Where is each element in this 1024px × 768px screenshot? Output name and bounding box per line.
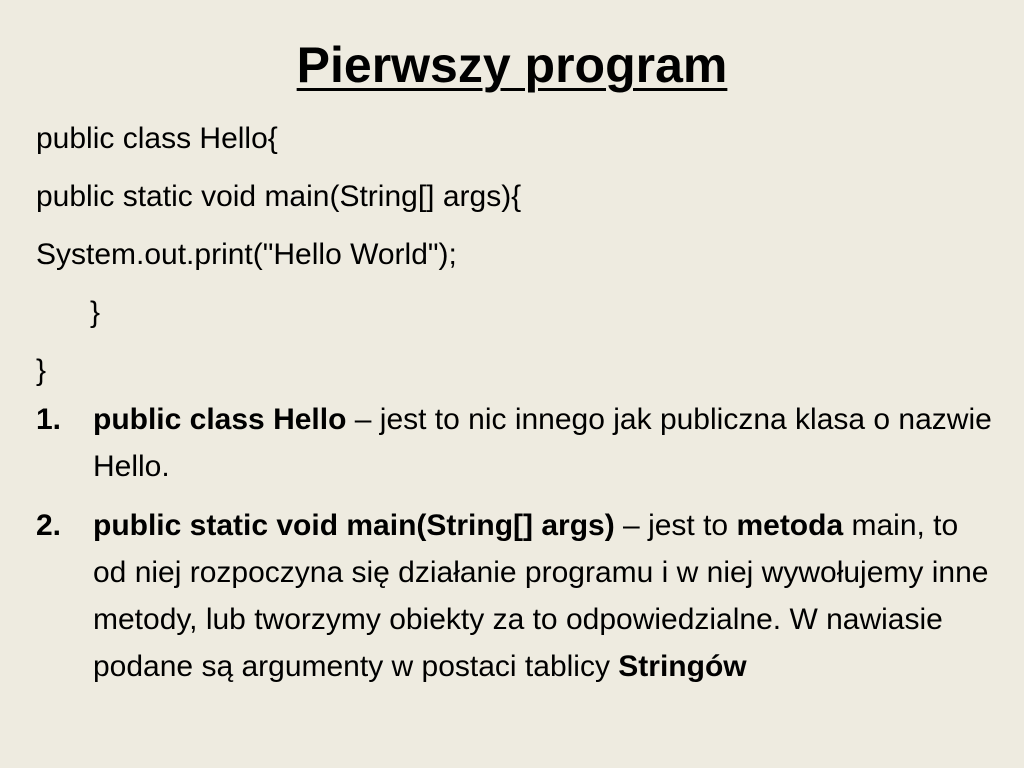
slide-title-text: Pierwszy program — [296, 37, 728, 93]
list-item — [36, 502, 996, 690]
list-item-text: – jest to — [614, 509, 737, 542]
list-item-text: – jest to nic innego jak publiczna klasa o nazwie Hello. — [93, 403, 992, 483]
list-item-bold-term: public static void main(String[] args) — [93, 509, 615, 542]
slide-title — [0, 30, 1024, 100]
list-item — [36, 396, 996, 490]
list-item-text-cont: main, to od niej rozpoczyna się działanie programu i w niej wywołujemy inne metody, lub tworzymy obiekty za to odpowiedzialne. W nawiasie podane są argumenty w postaci tablicy — [93, 509, 989, 683]
list-item-bold-term: public class Hello — [93, 403, 347, 436]
code-line-close-class: } — [36, 354, 47, 387]
code-line-print: System.out.print("Hello World"); — [36, 238, 457, 271]
explanation-list — [36, 396, 996, 702]
list-item-bold-metoda: metoda — [736, 509, 844, 542]
list-item-bold-stringow: Stringów — [618, 650, 747, 683]
code-line-main: public static void main(String[] args){ — [36, 180, 522, 213]
list-item-number: 2. — [36, 509, 62, 542]
code-line-class: public class Hello{ — [36, 122, 278, 155]
code-line-close-method: } — [90, 296, 101, 329]
list-item-number: 1. — [36, 403, 62, 436]
code-block — [36, 110, 996, 400]
